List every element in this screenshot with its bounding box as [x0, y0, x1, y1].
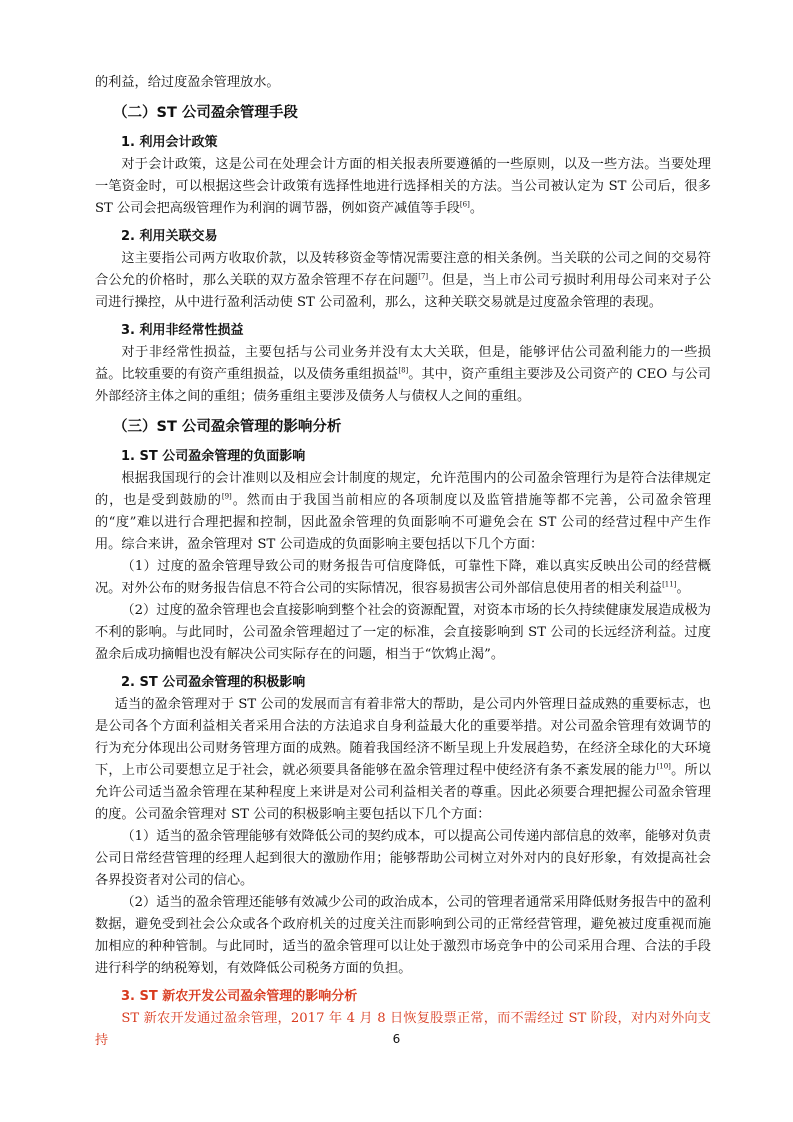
paragraph-negative-2: （2）过度的盈余管理也会直接影响到整个社会的资源配置，对资本市场的长久持续健康发展造成极为不利的影响。与此同时，公司盈余管理超过了一定的标准，会直接影响到 ST 公司的长远经济利益。过度盈余后成功摘帽也没有解决公司实际存在的问题，相当于“饮鸩止渴”。 [95, 603, 711, 662]
subheading-related-transactions: 2. 利用关联交易 [121, 229, 218, 244]
paragraph-xinnong-analysis: ST 新农开发通过盈余管理，2017 年 4 月 8 日恢复股票正常，而不需经过 ST 阶段，对内对外向支持 [95, 1011, 711, 1048]
paragraph-positive-1: （1）适当的盈余管理能够有效降低公司的契约成本，可以提高公司传递内部信息的效率，能够对负责公司日常经营管理的经理人起到很大的激励作用；能够帮助公司树立对外对内的良好形象，有效提高社会各界投资者对公司的信心。 [95, 829, 711, 888]
document-body [95, 72, 711, 1052]
paragraph-accounting-policy: 对于会计政策，这是公司在处理会计方面的相关报表所要遵循的一些原则，以及一些方法。当要处理一笔资金时，可以根据这些会计政策有选择性地进行选择相关的方法。当公司被认定为 ST 公司后，很多 ST 公司会把高级管理作为利润的调节器，例如资产减值等手段[6]。 [95, 157, 711, 216]
paragraph-positive-2: （2）适当的盈余管理还能够有效减少公司的政治成本，公司的管理者通常采用降低财务报告中的盈利数据，避免受到社会公众或各个政府机关的过度关注而影响到公司的正常经营管理，避免被过度重视而施加相应的种种管制。与此同时，适当的盈余管理可以让处于激烈市场竞争中的公司采用合理、合法的手段进行科学的纳税筹划，有效降低公司税务方面的负担。 [95, 895, 711, 976]
citation-ref: [8] [398, 366, 409, 375]
citation-ref: [11] [662, 580, 677, 589]
page-number: 6 [392, 1032, 401, 1046]
subheading-accounting-policy: 1. 利用会计政策 [121, 135, 218, 150]
subheading-negative-impact: 1. ST 公司盈余管理的负面影响 [121, 449, 306, 464]
subheading-nonrecurring: 3. 利用非经常性损益 [121, 323, 244, 338]
subheading-positive-impact: 2. ST 公司盈余管理的积极影响 [121, 675, 306, 690]
paragraph-related-transactions: 这主要指公司两方收取价款，以及转移资金等情况需要注意的相关条例。当关联的公司之间的交易符合公允的价格时，那么关联的双方盈余管理不存在问题[7]。但是，当上市公司亏损时利用母公司来对子公司进行操控，从中进行盈利活动使 ST 公司盈利，那么，这种关联交易就是过度盈余管理的表现。 [95, 251, 712, 310]
paragraph-negative-intro: 根据我国现行的会计准则以及相应会计制度的规定，允许范围内的公司盈余管理行为是符合法律规定的，也是受到鼓励的[9]。然而由于我国当前相应的各项制度以及监管措施等都不完善，公司盈余管理的“度”难以进行合理把握和控制，因此盈余管理的负面影响不可避免会在 ST 公司的经营过程中产生作用。综合来讲，盈余管理对 ST 公司造成的负面影响主要包括以下几个方面： [95, 471, 712, 552]
section-heading-means: （二）ST 公司盈余管理手段 [113, 105, 298, 121]
section-heading-impact: （三）ST 公司盈余管理的影响分析 [113, 419, 342, 435]
subheading-xinnong-analysis: 3. ST 新农开发公司盈余管理的影响分析 [121, 989, 358, 1004]
citation-ref: [6] [459, 200, 470, 209]
paragraph-continued: 的利益，给过度盈余管理放水。 [95, 75, 280, 90]
citation-ref: [10] [656, 762, 671, 771]
paragraph-negative-1: （1）过度的盈余管理导致公司的财务报告可信度降低，可靠性下降，难以真实反映出公司的经营概况。对外公布的财务报告信息不符合公司的实际情况，很容易损害公司外部信息使用者的相关利益[11]。 [95, 559, 711, 596]
citation-ref: [9] [221, 492, 232, 501]
paragraph-positive-intro: 适当的盈余管理对于 ST 公司的发展而言有着非常大的帮助，是公司内外管理日益成熟的重要标志，也是公司各个方面利益相关者采用合法的方法追求自身利益最大化的重要举措。对公司盈余管理有效调节的行为充分体现出公司财务管理方面的成熟。随着我国经济不断呈现上升发展趋势，在经济全球化的大环境下，上市公司要想立足于社会，就必须要具备能够在盈余管理过程中使经济有条不紊发展的能力[10]。所以允许公司适当盈余管理在某种程度上来讲是对公司利益相关者的尊重。因此必须要合理把握公司盈余管理的度。公司盈余管理对 ST 公司的积极影响主要包括以下几个方面： [95, 697, 711, 822]
paragraph-nonrecurring: 对于非经常性损益，主要包括与公司业务并没有太大关联，但是，能够评估公司盈利能力的一些损益。比较重要的有资产重组损益，以及债务重组损益[8]。其中，资产重组主要涉及公司资产的 CEO 与公司外部经济主体之间的重组；债务重组主要涉及债务人与债权人之间的重组。 [95, 345, 711, 404]
citation-ref: [7] [418, 272, 429, 281]
